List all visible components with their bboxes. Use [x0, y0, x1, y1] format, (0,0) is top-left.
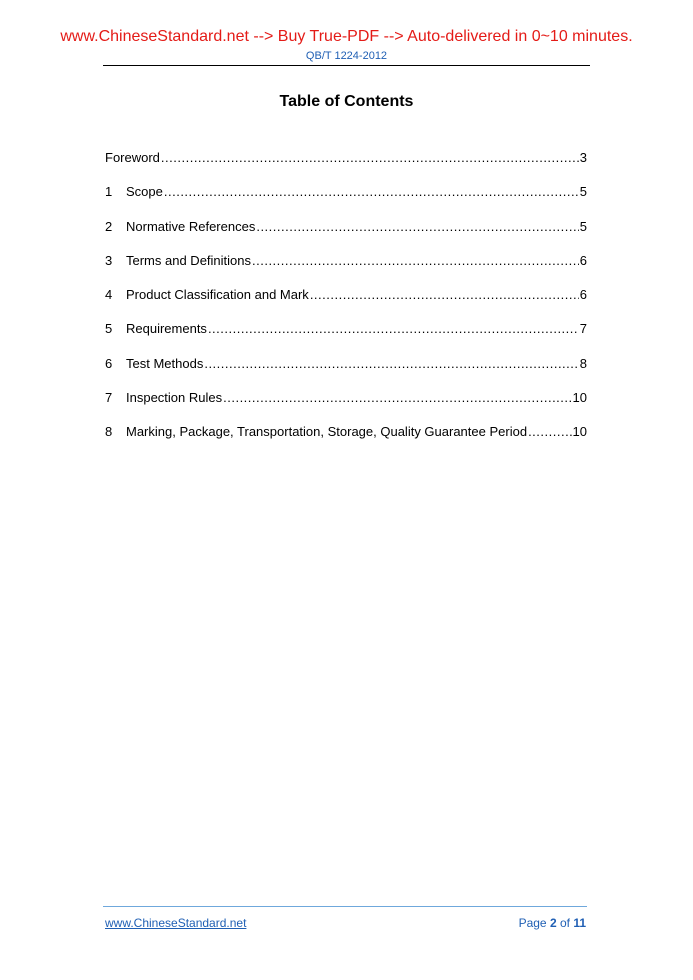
total-pages-number: 11	[573, 916, 586, 930]
toc-entry-page: 10	[572, 424, 587, 440]
page-of-text: of	[556, 916, 574, 930]
footer-website-link[interactable]: www.ChineseStandard.net	[105, 916, 247, 930]
toc-entry-title: Test Methods	[126, 355, 204, 371]
toc-entry-title: Inspection Rules	[126, 390, 223, 406]
toc-entry-number: 4	[105, 287, 113, 303]
toc-dot-leader	[256, 219, 578, 234]
toc-dot-leader	[208, 321, 579, 336]
current-page-number: 2	[549, 916, 557, 930]
toc-entry-number: 7	[105, 390, 113, 406]
toc-entry-title: Requirements	[126, 321, 207, 337]
toc-entry-product-classification[interactable]	[105, 287, 587, 321]
footer-divider	[103, 906, 587, 907]
header-banner[interactable]: www.ChineseStandard.net --> Buy True-PDF --> Auto-delivered in 0~10 minutes.	[60, 28, 633, 45]
toc-entry-number: 3	[105, 252, 113, 268]
toc-entry-number: 2	[105, 218, 113, 234]
toc-dot-leader	[161, 150, 579, 165]
toc-entry-number: 5	[105, 321, 113, 337]
toc-dot-leader	[310, 287, 579, 302]
page-title: Table of Contents	[279, 93, 414, 110]
toc-entry-title: Foreword	[105, 150, 160, 165]
toc-entry-page: 6	[579, 287, 587, 303]
toc-entry-terms-and-definitions[interactable]	[105, 253, 587, 287]
toc-entry-title: Terms and Definitions	[126, 252, 251, 268]
toc-entry-page: 7	[579, 321, 587, 337]
toc-entry-page: 6	[579, 252, 587, 268]
table-of-contents	[105, 150, 587, 459]
toc-dot-leader	[204, 356, 578, 371]
header-divider	[103, 65, 590, 66]
toc-entry-foreword[interactable]	[105, 150, 587, 184]
toc-entry-title: Marking, Package, Transportation, Storage, Quality Guarantee Period	[126, 424, 528, 440]
toc-entry-page: 10	[572, 390, 587, 406]
toc-dot-leader	[252, 253, 579, 268]
toc-entry-scope[interactable]	[105, 184, 587, 218]
toc-entry-page: 8	[579, 355, 587, 371]
toc-entry-marking-package[interactable]	[105, 424, 587, 458]
toc-entry-page: 5	[579, 184, 587, 200]
toc-entry-normative-references[interactable]	[105, 219, 587, 253]
toc-entry-requirements[interactable]	[105, 321, 587, 355]
toc-entry-title: Normative References	[126, 218, 256, 234]
toc-entry-number: 8	[105, 424, 113, 440]
toc-entry-test-methods[interactable]	[105, 356, 587, 390]
toc-entry-number: 1	[105, 184, 113, 200]
toc-entry-page: 5	[579, 218, 587, 234]
page-prefix: Page	[518, 916, 550, 930]
standard-code: QB/T 1224-2012	[305, 50, 388, 62]
toc-entry-title: Product Classification and Mark	[126, 287, 309, 303]
page-indicator	[519, 916, 586, 930]
toc-entry-page: 3	[579, 150, 587, 165]
toc-entry-number: 6	[105, 355, 113, 371]
toc-entry-inspection-rules[interactable]	[105, 390, 587, 424]
toc-dot-leader	[528, 424, 571, 439]
toc-dot-leader	[164, 184, 579, 199]
toc-dot-leader	[223, 390, 571, 405]
toc-entry-title: Scope	[126, 184, 163, 200]
